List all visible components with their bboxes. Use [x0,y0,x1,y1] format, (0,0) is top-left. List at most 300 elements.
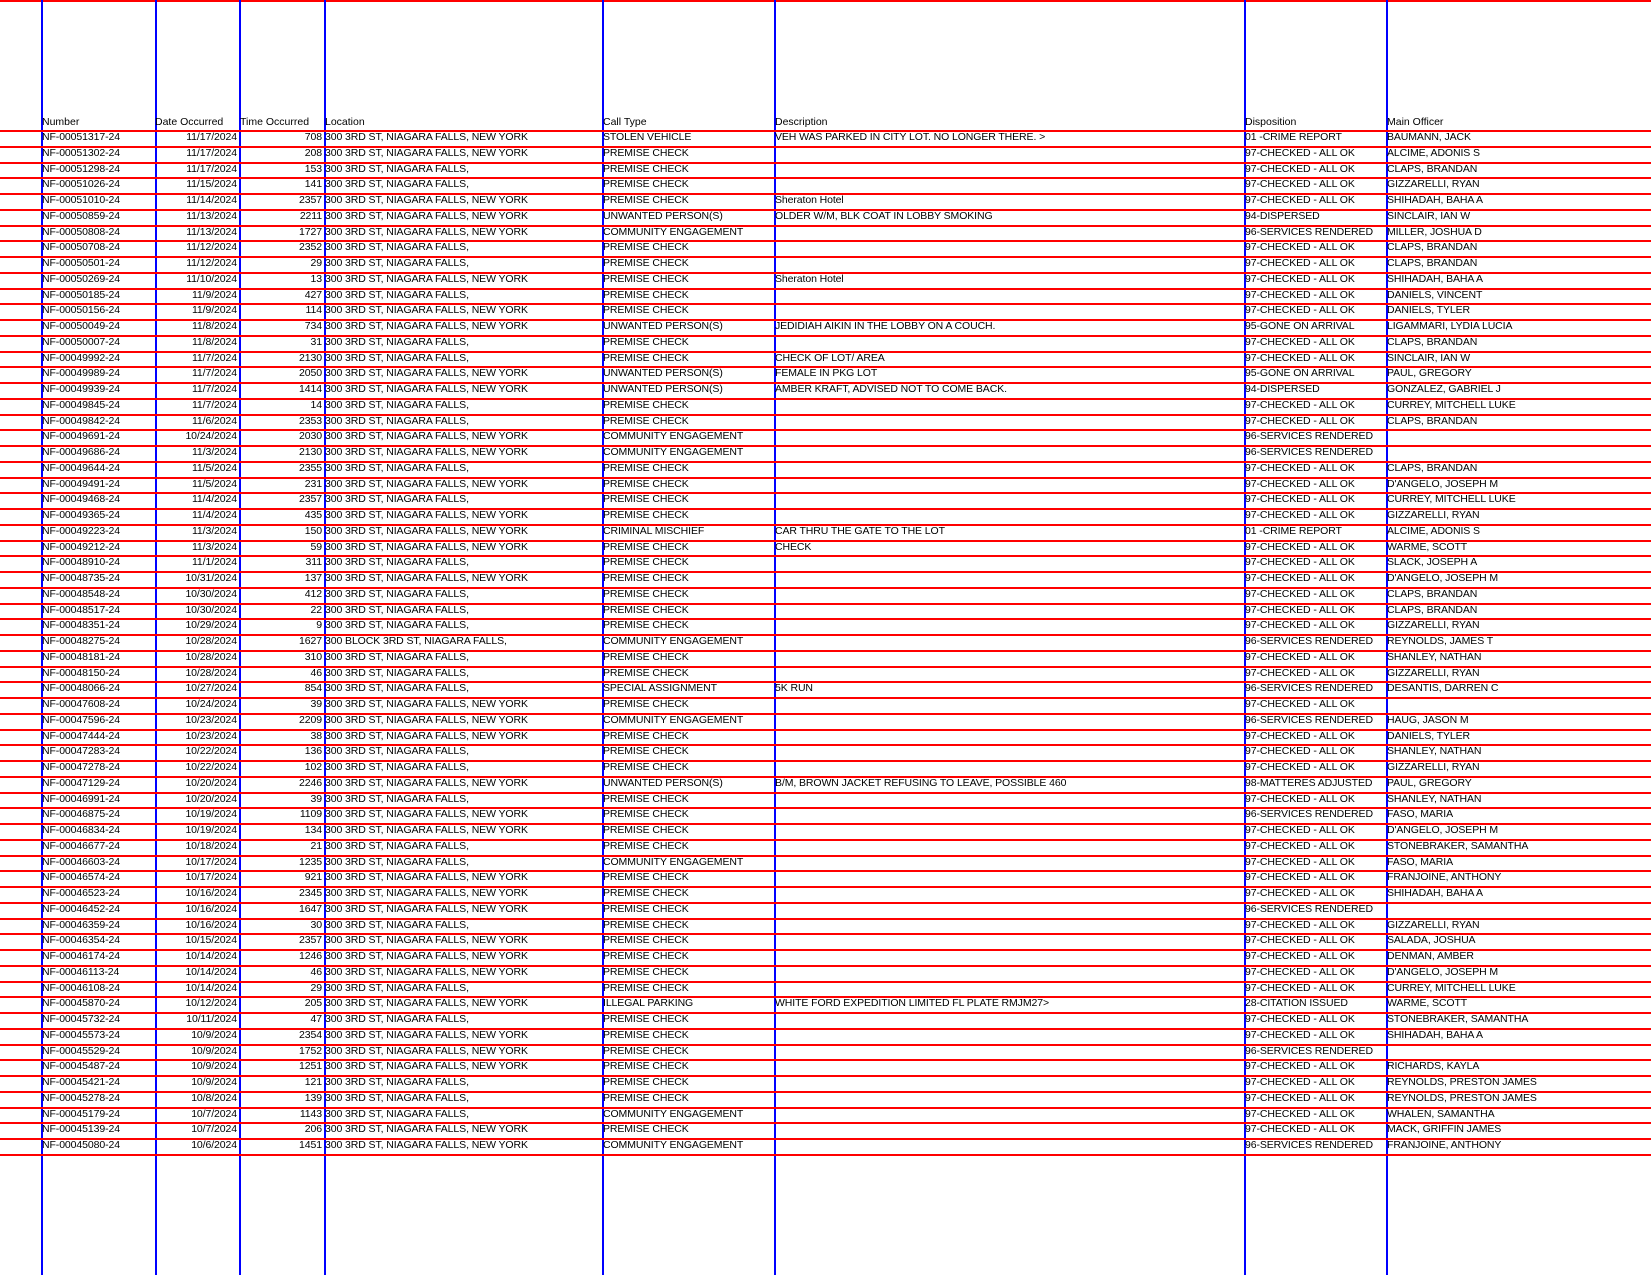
cell-time-occurred: 2246 [299,777,322,789]
cell-location: 300 3RD ST, NIAGARA FALLS, [325,745,469,757]
cell-description [775,302,1240,318]
cell-main-officer: ALCIME, ADONIS S [1387,525,1480,537]
cell-call-type: STOLEN VEHICLE [603,131,692,143]
cell-description [775,1137,1240,1153]
cell-main-officer: PAUL, GREGORY [1387,777,1472,789]
cell-time-occurred: 1627 [299,635,322,647]
cell-disposition: 97-CHECKED - ALL OK [1245,730,1355,742]
cell-time-occurred: 137 [304,572,322,584]
cell-number: NF-00051302-24 [42,147,120,159]
cell-location: 300 3RD ST, NIAGARA FALLS, NEW YORK [325,777,528,789]
cell-location: 300 3RD ST, NIAGARA FALLS, [325,257,469,269]
cell-time-occurred: 47 [310,1013,322,1025]
cell-call-type: UNWANTED PERSON(S) [603,777,723,789]
cell-call-type: PREMISE CHECK [603,257,689,269]
cell-call-type: PREMISE CHECK [603,352,689,364]
cell-call-type: UNWANTED PERSON(S) [603,383,723,395]
cell-location: 300 3RD ST, NIAGARA FALLS, NEW YORK [325,950,528,962]
cell-location: 300 3RD ST, NIAGARA FALLS, [325,982,469,994]
cell-time-occurred: 46 [310,667,322,679]
cell-disposition: 97-CHECKED - ALL OK [1245,163,1355,175]
cell-main-officer: SHIHADAH, BAHA A [1387,1029,1483,1041]
cell-disposition: 97-CHECKED - ALL OK [1245,1013,1355,1025]
cell-time-occurred: 2345 [299,887,322,899]
cell-call-type: UNWANTED PERSON(S) [603,367,723,379]
cell-disposition: 97-CHECKED - ALL OK [1245,399,1355,411]
cell-call-type: COMMUNITY ENGAGEMENT [603,226,744,238]
cell-main-officer: GIZZARELLI, RYAN [1387,919,1480,931]
cell-disposition: 96-SERVICES RENDERED [1245,1139,1373,1151]
cell-call-type: PREMISE CHECK [603,556,689,568]
cell-time-occurred: 29 [310,257,322,269]
cell-time-occurred: 2357 [299,194,322,206]
header-location: Location [325,116,365,128]
cell-number: NF-00048181-24 [42,651,120,663]
cell-number: NF-00047129-24 [42,777,120,789]
cell-disposition: 96-SERVICES RENDERED [1245,446,1373,458]
cell-number: NF-00048351-24 [42,619,120,631]
cell-main-officer: RICHARDS, KAYLA [1387,1060,1480,1072]
cell-call-type: PREMISE CHECK [603,178,689,190]
cell-location: 300 3RD ST, NIAGARA FALLS, NEW YORK [325,572,528,584]
cell-main-officer: SHIHADAH, BAHA A [1387,887,1483,899]
cell-time-occurred: 136 [304,745,322,757]
cell-description: B/M, BROWN JACKET REFUSING TO LEAVE, POSSIBLE 460 [775,777,1067,789]
cell-main-officer [1387,428,1649,444]
cell-call-type: PREMISE CHECK [603,808,689,820]
cell-disposition: 96-SERVICES RENDERED [1245,430,1373,442]
cell-time-occurred: 734 [304,320,322,332]
cell-date-occurred: 10/17/2024 [185,871,237,883]
cell-time-occurred: 30 [310,919,322,931]
cell-location: 300 3RD ST, NIAGARA FALLS, [325,289,469,301]
cell-call-type: PREMISE CHECK [603,840,689,852]
cell-description [775,554,1240,570]
cell-description [775,413,1240,429]
cell-description [775,1011,1240,1027]
cell-call-type: PREMISE CHECK [603,698,689,710]
cell-location: 300 3RD ST, NIAGARA FALLS, [325,415,469,427]
cell-call-type: PREMISE CHECK [603,415,689,427]
cell-description: Sheraton Hotel [775,273,844,285]
cell-disposition: 98-MATTERES ADJUSTED [1245,777,1373,789]
cell-main-officer: SLACK, JOSEPH A [1387,556,1478,568]
cell-date-occurred: 10/30/2024 [185,604,237,616]
cell-location: 300 3RD ST, NIAGARA FALLS, NEW YORK [325,1045,528,1057]
cell-date-occurred: 10/9/2024 [191,1029,237,1041]
cell-number: NF-00047608-24 [42,698,120,710]
cell-date-occurred: 11/8/2024 [191,336,237,348]
cell-number: NF-00049644-24 [42,462,120,474]
cell-location: 300 3RD ST, NIAGARA FALLS, [325,588,469,600]
cell-main-officer: CLAPS, BRANDAN [1387,336,1478,348]
cell-description [775,570,1240,586]
cell-number: NF-00048275-24 [42,635,120,647]
cell-disposition: 96-SERVICES RENDERED [1245,635,1373,647]
cell-location: 300 3RD ST, NIAGARA FALLS, [325,793,469,805]
cell-date-occurred: 11/17/2024 [186,147,237,159]
cell-date-occurred: 10/24/2024 [185,430,237,442]
cell-main-officer: GONZALEZ, GABRIEL J [1387,383,1501,395]
cell-location: 300 3RD ST, NIAGARA FALLS, [325,682,469,694]
cell-main-officer: FRANJOINE, ANTHONY [1387,1139,1502,1151]
cell-number: NF-00049468-24 [42,493,120,505]
cell-main-officer: D'ANGELO, JOSEPH M [1387,824,1499,836]
cell-date-occurred: 11/9/2024 [191,304,237,316]
cell-main-officer: FASO, MARIA [1387,808,1453,820]
cell-main-officer: D'ANGELO, JOSEPH M [1387,478,1499,490]
cell-call-type: COMMUNITY ENGAGEMENT [603,430,744,442]
cell-location: 300 3RD ST, NIAGARA FALLS, [325,493,469,505]
cell-time-occurred: 31 [310,336,322,348]
cell-call-type: PREMISE CHECK [603,588,689,600]
cell-number: NF-00050007-24 [42,336,120,348]
cell-date-occurred: 11/5/2024 [191,478,237,490]
cell-main-officer: SINCLAIR, IAN W [1387,352,1471,364]
cell-date-occurred: 10/9/2024 [191,1060,237,1072]
cell-date-occurred: 10/15/2024 [185,934,237,946]
cell-description [775,428,1240,444]
cell-location: 300 3RD ST, NIAGARA FALLS, NEW YORK [325,903,528,915]
cell-main-officer: SHANLEY, NATHAN [1387,793,1482,805]
cell-date-occurred: 11/17/2024 [186,131,237,143]
cell-disposition: 97-CHECKED - ALL OK [1245,556,1355,568]
cell-main-officer: CLAPS, BRANDAN [1387,604,1478,616]
cell-call-type: PREMISE CHECK [603,982,689,994]
cell-date-occurred: 11/10/2024 [186,273,237,285]
cell-date-occurred: 10/14/2024 [185,982,237,994]
cell-date-occurred: 11/7/2024 [191,352,237,364]
cell-number: NF-00047444-24 [42,730,120,742]
cell-disposition: 97-CHECKED - ALL OK [1245,588,1355,600]
cell-number: NF-00049992-24 [42,352,120,364]
cell-disposition: 97-CHECKED - ALL OK [1245,1076,1355,1088]
cell-call-type: PREMISE CHECK [603,745,689,757]
cell-main-officer: DANIELS, VINCENT [1387,289,1483,301]
cell-date-occurred: 11/9/2024 [191,289,237,301]
cell-main-officer: BAUMANN, JACK [1387,131,1471,143]
cell-number: NF-00048066-24 [42,682,120,694]
cell-location: 300 3RD ST, NIAGARA FALLS, NEW YORK [325,509,528,521]
cell-time-occurred: 435 [304,509,322,521]
cell-description [775,444,1240,460]
cell-number: NF-00045487-24 [42,1060,120,1072]
cell-number: NF-00047283-24 [42,745,120,757]
cell-main-officer: MACK, GRIFFIN JAMES [1387,1123,1502,1135]
cell-call-type: COMMUNITY ENGAGEMENT [603,714,744,726]
cell-main-officer: GIZZARELLI, RYAN [1387,619,1480,631]
cell-date-occurred: 10/27/2024 [185,682,237,694]
cell-call-type: PREMISE CHECK [603,399,689,411]
cell-description [775,507,1240,523]
cell-disposition: 97-CHECKED - ALL OK [1245,415,1355,427]
cell-date-occurred: 10/20/2024 [185,777,237,789]
cell-disposition: 97-CHECKED - ALL OK [1245,982,1355,994]
cell-date-occurred: 10/11/2024 [186,1013,237,1025]
cell-main-officer: SHIHADAH, BAHA A [1387,273,1483,285]
cell-main-officer: DANIELS, TYLER [1387,304,1471,316]
cell-main-officer: SHANLEY, NATHAN [1387,745,1482,757]
cell-call-type: PREMISE CHECK [603,887,689,899]
cell-disposition: 97-CHECKED - ALL OK [1245,572,1355,584]
cell-date-occurred: 11/14/2024 [186,194,237,206]
cell-location: 300 3RD ST, NIAGARA FALLS, NEW YORK [325,131,528,143]
cell-location: 300 3RD ST, NIAGARA FALLS, [325,604,469,616]
cell-location: 300 3RD ST, NIAGARA FALLS, [325,1013,469,1025]
cell-call-type: PREMISE CHECK [603,194,689,206]
cell-main-officer: GIZZARELLI, RYAN [1387,667,1480,679]
cell-time-occurred: 38 [310,730,322,742]
cell-description: WHITE FORD EXPEDITION LIMITED FL PLATE RMJM27> [775,997,1049,1009]
cell-date-occurred: 10/17/2024 [185,856,237,868]
cell-disposition: 97-CHECKED - ALL OK [1245,462,1355,474]
cell-number: NF-00046875-24 [42,808,120,820]
cell-disposition: 97-CHECKED - ALL OK [1245,541,1355,553]
cell-time-occurred: 2353 [299,415,322,427]
cell-date-occurred: 11/4/2024 [191,493,237,505]
cell-number: NF-00051298-24 [42,163,120,175]
cell-main-officer: SALADA, JOSHUA [1387,934,1476,946]
cell-location: 300 3RD ST, NIAGARA FALLS, NEW YORK [325,430,528,442]
cell-call-type: PREMISE CHECK [603,604,689,616]
cell-main-officer: REYNOLDS, JAMES T [1387,635,1494,647]
cell-date-occurred: 11/7/2024 [191,367,237,379]
cell-location: 300 3RD ST, NIAGARA FALLS, NEW YORK [325,541,528,553]
cell-disposition: 97-CHECKED - ALL OK [1245,147,1355,159]
cell-date-occurred: 10/9/2024 [191,1045,237,1057]
cell-call-type: UNWANTED PERSON(S) [603,320,723,332]
cell-date-occurred: 11/12/2024 [186,241,237,253]
cell-date-occurred: 10/28/2024 [185,635,237,647]
cell-time-occurred: 2355 [299,462,322,474]
cell-description: CAR THRU THE GATE TO THE LOT [775,525,945,537]
cell-description [775,917,1240,933]
cell-date-occurred: 10/23/2024 [185,714,237,726]
cell-disposition: 96-SERVICES RENDERED [1245,1045,1373,1057]
cell-location: 300 3RD ST, NIAGARA FALLS, [325,178,469,190]
header-date-occurred: Date Occurred [155,116,224,128]
cell-call-type: PREMISE CHECK [603,304,689,316]
header-disposition: Disposition [1245,116,1297,128]
cell-disposition: 97-CHECKED - ALL OK [1245,304,1355,316]
cell-number: NF-00047278-24 [42,761,120,773]
cell-call-type: PREMISE CHECK [603,478,689,490]
cell-date-occurred: 10/22/2024 [185,761,237,773]
cell-main-officer: CLAPS, BRANDAN [1387,163,1478,175]
cell-disposition: 95-GONE ON ARRIVAL [1245,320,1355,332]
cell-disposition: 97-CHECKED - ALL OK [1245,871,1355,883]
cell-call-type: PREMISE CHECK [603,336,689,348]
cell-date-occurred: 10/16/2024 [185,887,237,899]
cell-location: 300 3RD ST, NIAGARA FALLS, NEW YORK [325,383,528,395]
cell-main-officer: SHANLEY, NATHAN [1387,651,1482,663]
cell-number: NF-00045732-24 [42,1013,120,1025]
cell-location: 300 3RD ST, NIAGARA FALLS, NEW YORK [325,714,528,726]
cell-time-occurred: 2352 [299,241,322,253]
cell-call-type: UNWANTED PERSON(S) [603,210,723,222]
cell-call-type: COMMUNITY ENGAGEMENT [603,1139,744,1151]
cell-time-occurred: 1246 [299,950,322,962]
cell-number: NF-00048548-24 [42,588,120,600]
cell-disposition: 94-DISPERSED [1245,210,1320,222]
cell-number: NF-00046452-24 [42,903,120,915]
cell-description: VEH WAS PARKED IN CITY LOT. NO LONGER THERE. > [775,131,1046,143]
cell-time-occurred: 2354 [299,1029,322,1041]
cell-time-occurred: 1109 [299,808,322,820]
cell-location: 300 3RD ST, NIAGARA FALLS, NEW YORK [325,1060,528,1072]
cell-description [775,665,1240,681]
cell-disposition: 97-CHECKED - ALL OK [1245,793,1355,805]
cell-time-occurred: 921 [304,871,322,883]
cell-location: 300 3RD ST, NIAGARA FALLS, [325,1092,469,1104]
cell-time-occurred: 22 [310,604,322,616]
cell-call-type: PREMISE CHECK [603,462,689,474]
cell-main-officer: CLAPS, BRANDAN [1387,257,1478,269]
cell-call-type: PREMISE CHECK [603,1060,689,1072]
cell-call-type: PREMISE CHECK [603,509,689,521]
cell-number: NF-00049212-24 [42,541,120,553]
cell-main-officer: REYNOLDS, PRESTON JAMES [1387,1076,1537,1088]
cell-main-officer [1387,1043,1649,1059]
cell-call-type: ILLEGAL PARKING [603,997,694,1009]
cell-main-officer: CURREY, MITCHELL LUKE [1387,399,1516,411]
cell-location: 300 3RD ST, NIAGARA FALLS, NEW YORK [325,210,528,222]
cell-time-occurred: 2030 [299,430,322,442]
cell-description [775,806,1240,822]
cell-time-occurred: 150 [304,525,322,537]
cell-main-officer: MILLER, JOSHUA D [1387,226,1482,238]
cell-location: 300 3RD ST, NIAGARA FALLS, NEW YORK [325,1029,528,1041]
cell-time-occurred: 2130 [299,446,322,458]
cell-number: NF-00045080-24 [42,1139,120,1151]
cell-disposition: 97-CHECKED - ALL OK [1245,966,1355,978]
cell-number: NF-00045421-24 [42,1076,120,1088]
cell-time-occurred: 310 [304,651,322,663]
cell-date-occurred: 11/7/2024 [191,383,237,395]
cell-disposition: 97-CHECKED - ALL OK [1245,840,1355,852]
cell-date-occurred: 10/6/2024 [191,1139,237,1151]
cell-description [775,743,1240,759]
cell-description [775,397,1240,413]
cell-time-occurred: 1251 [299,1060,322,1072]
cell-main-officer: SINCLAIR, IAN W [1387,210,1471,222]
cell-location: 300 3RD ST, NIAGARA FALLS, NEW YORK [325,871,528,883]
cell-location: 300 3RD ST, NIAGARA FALLS, NEW YORK [325,730,528,742]
cell-time-occurred: 2357 [299,493,322,505]
cell-call-type: PREMISE CHECK [603,761,689,773]
cell-location: 300 3RD ST, NIAGARA FALLS, [325,651,469,663]
cell-time-occurred: 427 [304,289,322,301]
cell-date-occurred: 10/28/2024 [185,667,237,679]
cell-location: 300 3RD ST, NIAGARA FALLS, NEW YORK [325,273,528,285]
cell-number: NF-00051317-24 [42,131,120,143]
cell-number: NF-00049842-24 [42,415,120,427]
cell-date-occurred: 11/17/2024 [186,163,237,175]
cell-location: 300 3RD ST, NIAGARA FALLS, NEW YORK [325,194,528,206]
cell-disposition: 97-CHECKED - ALL OK [1245,509,1355,521]
cell-description [775,602,1240,618]
cell-date-occurred: 10/31/2024 [185,572,237,584]
cell-time-occurred: 412 [304,588,322,600]
cell-description [775,476,1240,492]
cell-date-occurred: 10/18/2024 [185,840,237,852]
cell-number: NF-00046174-24 [42,950,120,962]
cell-time-occurred: 46 [310,966,322,978]
cell-main-officer: FASO, MARIA [1387,856,1453,868]
cell-call-type: COMMUNITY ENGAGEMENT [603,635,744,647]
cell-number: NF-00049686-24 [42,446,120,458]
cell-disposition: 96-SERVICES RENDERED [1245,226,1373,238]
cell-time-occurred: 21 [310,840,322,852]
cell-location: 300 3RD ST, NIAGARA FALLS, [325,840,469,852]
cell-number: NF-00049491-24 [42,478,120,490]
cell-date-occurred: 10/19/2024 [185,808,237,820]
cell-time-occurred: 1752 [299,1045,322,1057]
cell-time-occurred: 114 [305,304,322,316]
cell-call-type: PREMISE CHECK [603,950,689,962]
cell-number: NF-00050156-24 [42,304,120,316]
header-main-officer: Main Officer [1387,116,1444,128]
cell-description [775,1027,1240,1043]
cell-call-type: PREMISE CHECK [603,651,689,663]
cell-description: FEMALE IN PKG LOT [775,367,878,379]
cell-location: 300 3RD ST, NIAGARA FALLS, NEW YORK [325,147,528,159]
cell-location: 300 3RD ST, NIAGARA FALLS, [325,761,469,773]
cell-description [775,633,1240,649]
cell-location: 300 3RD ST, NIAGARA FALLS, [325,352,469,364]
cell-time-occurred: 2130 [299,352,322,364]
cell-number: NF-00051010-24 [42,194,120,206]
cell-number: NF-00048150-24 [42,667,120,679]
cell-call-type: PREMISE CHECK [603,824,689,836]
cell-description [775,901,1240,917]
cell-call-type: PREMISE CHECK [603,1076,689,1088]
cell-main-officer: CLAPS, BRANDAN [1387,588,1478,600]
cell-description [775,712,1240,728]
cell-main-officer: SHIHADAH, BAHA A [1387,194,1483,206]
cell-disposition: 97-CHECKED - ALL OK [1245,1092,1355,1104]
cell-number: NF-00049845-24 [42,399,120,411]
cell-call-type: PREMISE CHECK [603,1092,689,1104]
cell-call-type: PREMISE CHECK [603,1013,689,1025]
cell-time-occurred: 102 [304,761,322,773]
cell-location: 300 3RD ST, NIAGARA FALLS, [325,163,469,175]
cell-description: JEDIDIAH AIKIN IN THE LOBBY ON A COUCH. [775,320,996,332]
cell-location: 300 3RD ST, NIAGARA FALLS, NEW YORK [325,824,528,836]
cell-call-type: PREMISE CHECK [603,667,689,679]
cell-call-type: PREMISE CHECK [603,241,689,253]
cell-description [775,334,1240,350]
cell-time-occurred: 1235 [299,856,322,868]
cell-number: NF-00050808-24 [42,226,120,238]
cell-description [775,586,1240,602]
cell-time-occurred: 1414 [299,383,322,395]
cell-location: 300 3RD ST, NIAGARA FALLS, [325,1108,469,1120]
cell-description [775,1090,1240,1106]
cell-description [775,759,1240,775]
cell-main-officer [1387,696,1649,712]
page-top-line [0,0,1651,2]
cell-number: NF-00050708-24 [42,241,120,253]
cell-disposition: 97-CHECKED - ALL OK [1245,273,1355,285]
cell-main-officer: GIZZARELLI, RYAN [1387,509,1480,521]
cell-description [775,696,1240,712]
cell-disposition: 97-CHECKED - ALL OK [1245,352,1355,364]
cell-call-type: PREMISE CHECK [603,1123,689,1135]
cell-location: 300 3RD ST, NIAGARA FALLS, NEW YORK [325,698,528,710]
cell-main-officer: WHALEN, SAMANTHA [1387,1108,1495,1120]
cell-number: NF-00045278-24 [42,1092,120,1104]
